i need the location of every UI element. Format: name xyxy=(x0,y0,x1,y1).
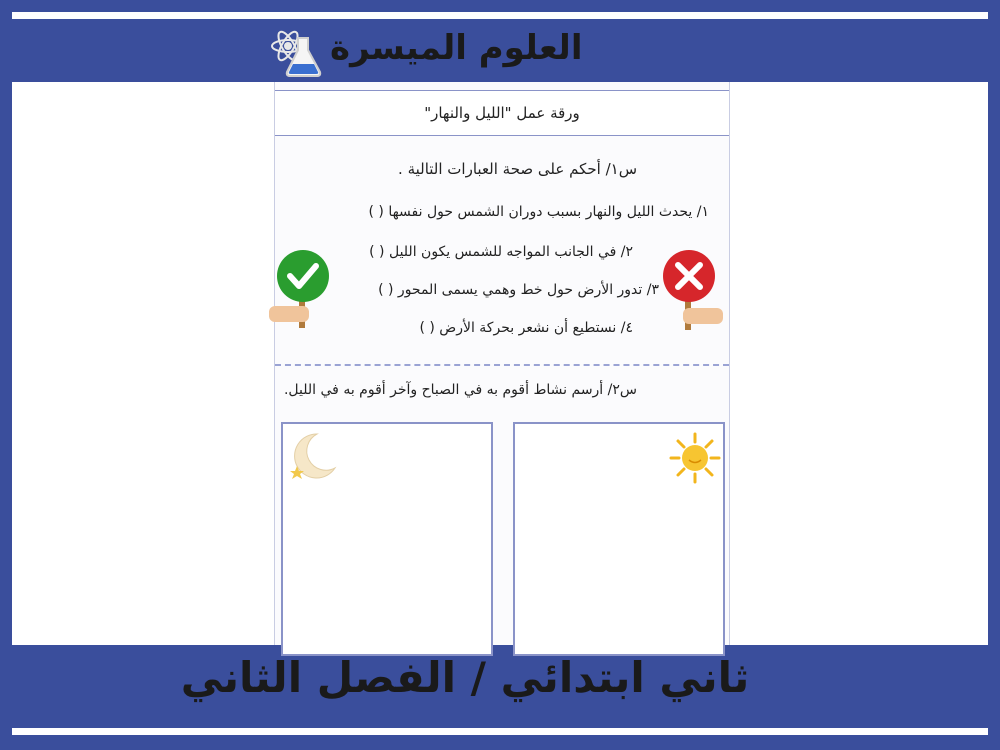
x-sign-icon xyxy=(659,246,723,336)
sun-icon xyxy=(669,432,721,484)
footer-banner xyxy=(0,645,1000,730)
day-drawing-box xyxy=(513,422,725,656)
statement-1: ١/ يحدث الليل والنهار بسبب دوران الشمس حول نفسها ( ) xyxy=(368,204,709,220)
top-frame-line xyxy=(12,12,988,19)
question-1: س١/ أحكم على صحة العبارات التالية . xyxy=(398,160,637,178)
header-title: العلوم الميسرة xyxy=(330,28,583,68)
worksheet-page xyxy=(274,82,730,645)
statement-3: ٣/ تدور الأرض حول خط وهمي يسمى المحور ( ) xyxy=(378,282,659,298)
question-2: س٢/ أرسم نشاط أقوم به في الصباح وآخر أقوم به في الليل. xyxy=(283,382,637,398)
statement-2: ٢/ في الجانب المواجه للشمس يكون الليل ( ) xyxy=(369,244,633,260)
night-drawing-box xyxy=(281,422,493,656)
statement-4: ٤/ نستطيع أن نشعر بحركة الأرض ( ) xyxy=(419,320,633,336)
worksheet-title: ورقة عمل "الليل والنهار" xyxy=(275,90,729,136)
bottom-frame-line xyxy=(12,728,988,735)
check-sign-icon xyxy=(269,244,333,334)
grade-term-label: ثاني ابتدائي / الفصل الثاني xyxy=(180,653,750,702)
moon-icon xyxy=(287,430,339,482)
section-divider xyxy=(275,364,729,366)
flask-atom-icon xyxy=(268,26,324,80)
header-banner xyxy=(0,20,1000,82)
worksheet-area xyxy=(12,82,988,645)
